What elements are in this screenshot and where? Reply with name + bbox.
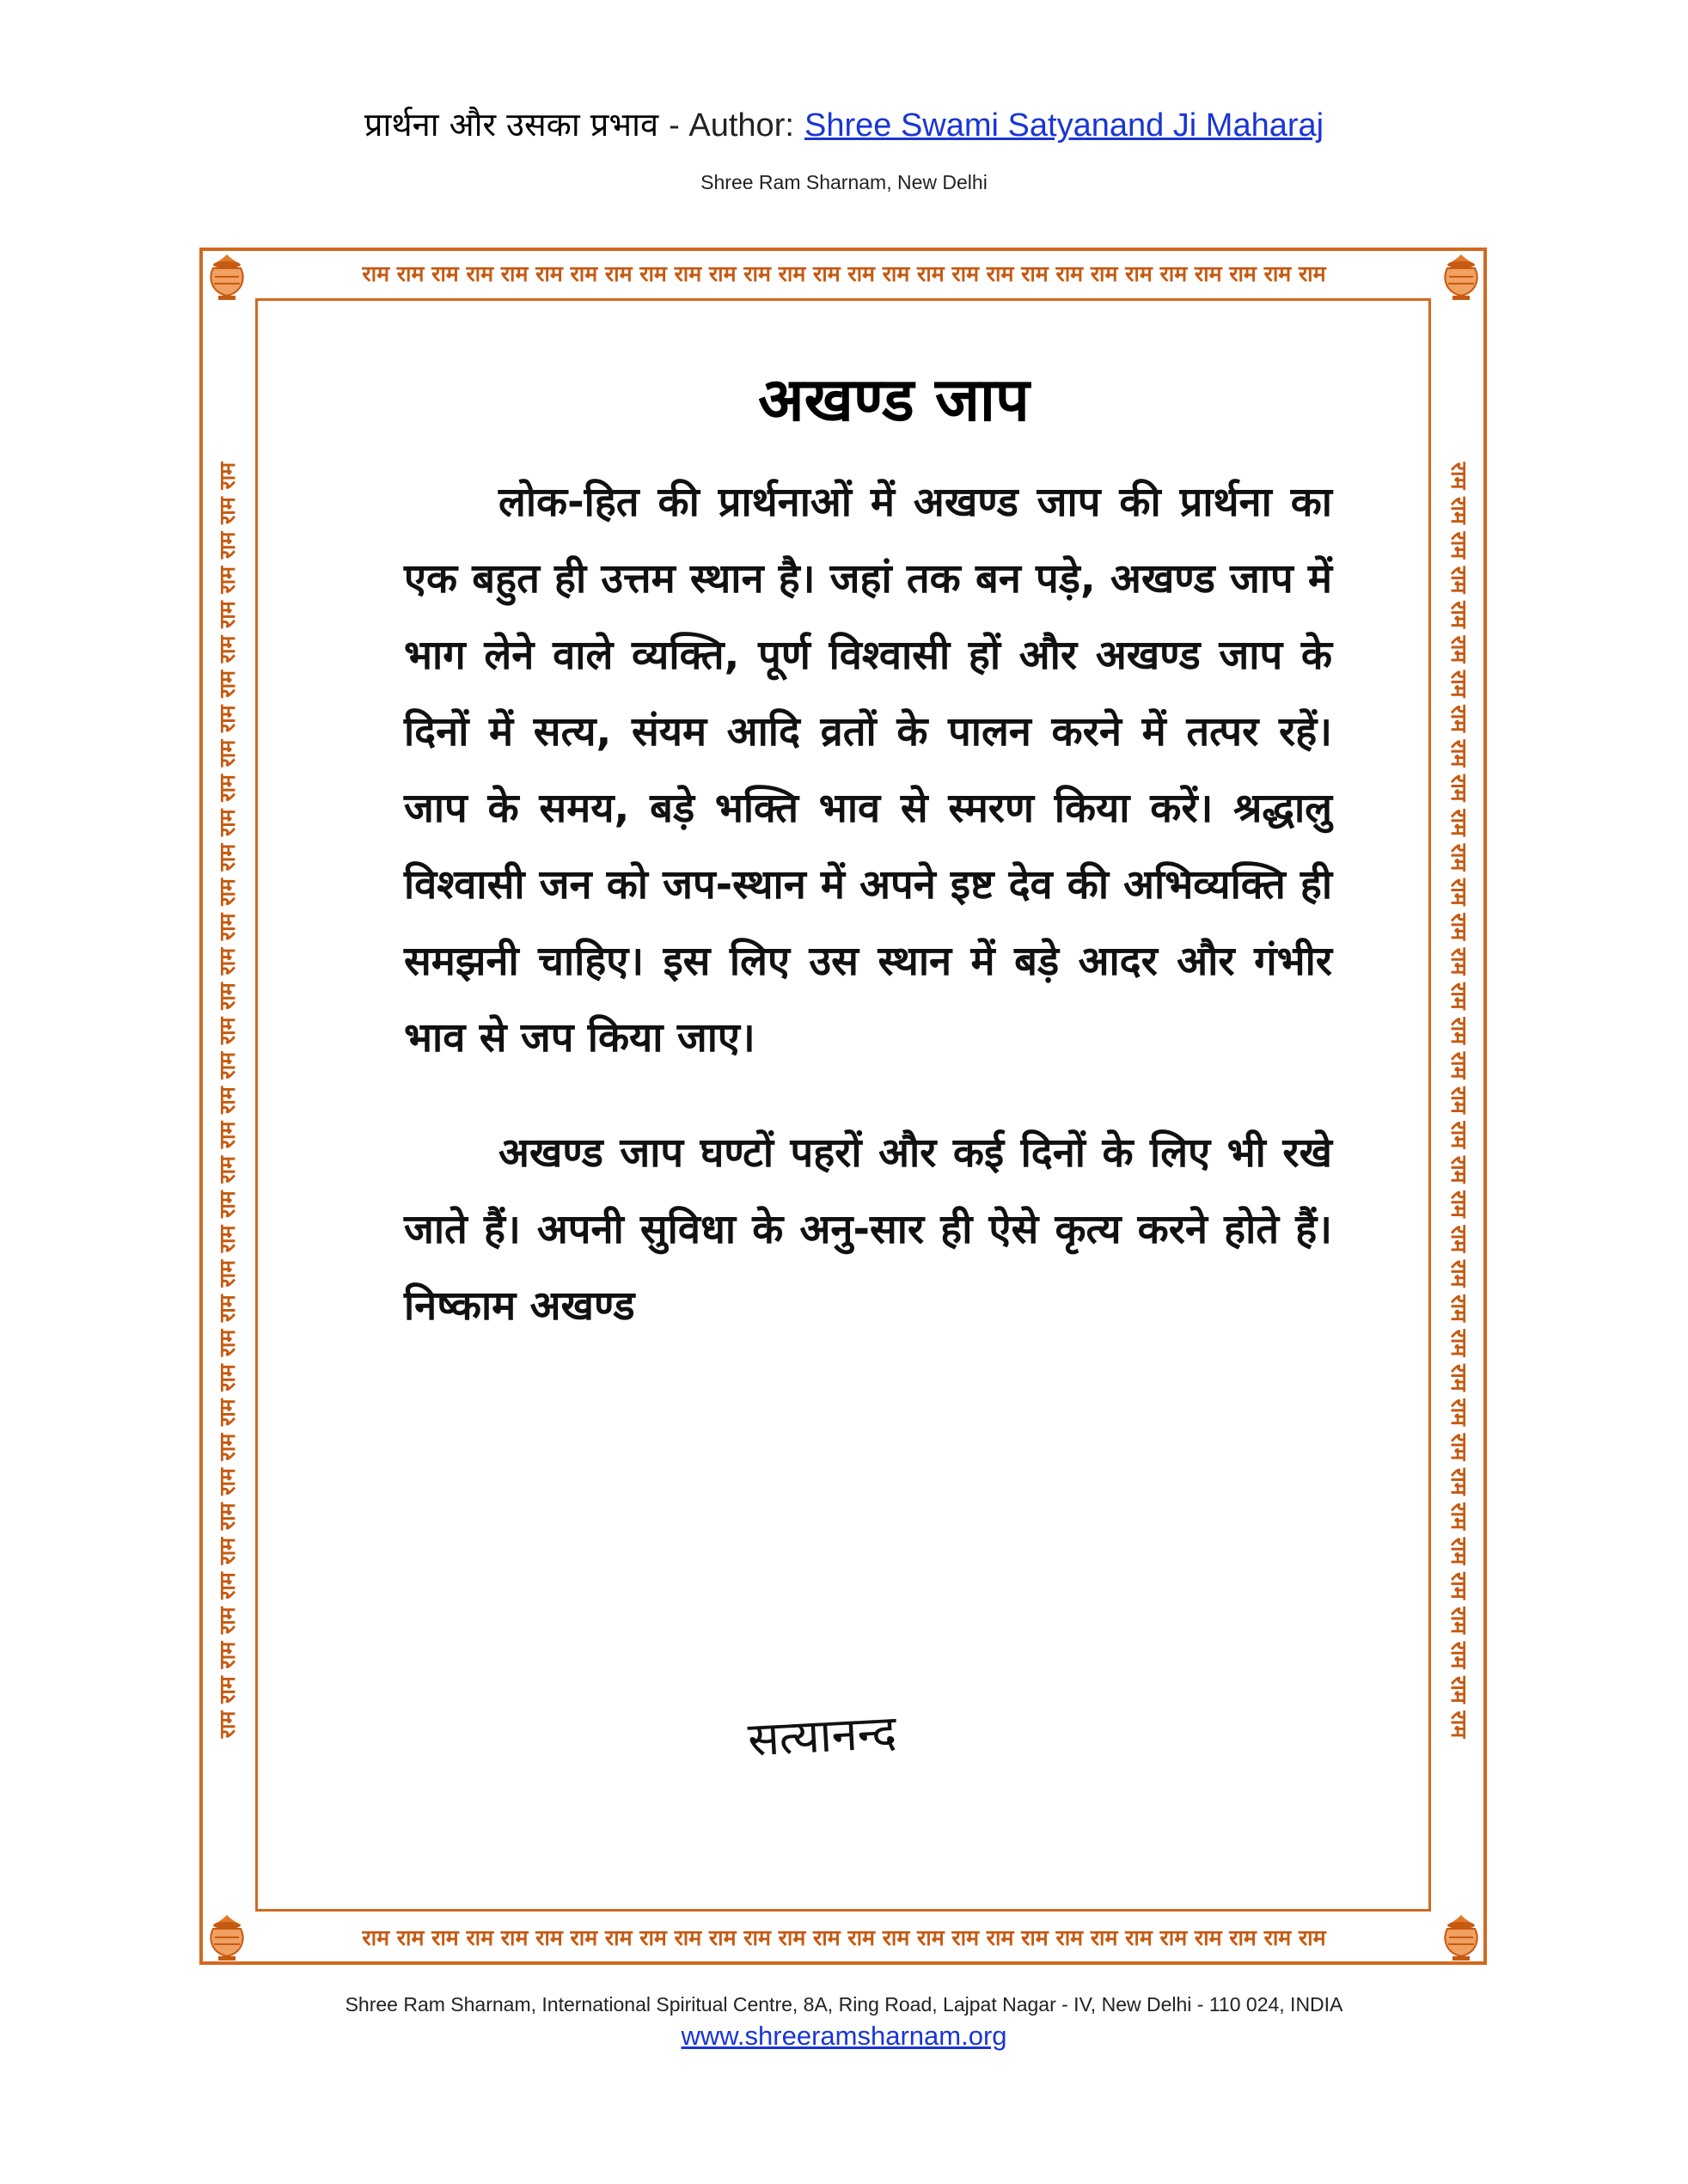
border-ram-top: राम राम राम राम राम राम राम राम राम राम राम राम राम राम राम राम राम राम राम राम राम राम राम राम राम राम राम राम xyxy=(362,261,1326,286)
paragraph-1: लोक-हित की प्रार्थनाओं में अखण्ड जाप की प्रार्थना का एक बहुत ही उत्तम स्थान है। जहां तक बन पड़े, अखण्ड जाप में भाग लेने वाले व्यक्ति, पूर्ण विश्वासी हों और अखण्ड जाप के दिनों में सत्य, संयम आदि व्रतों के पालन करने में तत्पर रहें। जाप के समय, बड़े भक्ति भाव से स्मरण किया करें। श्रद्धालु विश्वासी जन को जप-स्थान में अपने इष्ट देव की अभिव्यक्ति ही समझनी चाहिए। इस लिए उस स्थान में बड़े आदर और गंभीर भाव से जप किया जाए। xyxy=(404,479,1332,1061)
footer-address: Shree Ram Sharnam, International Spiritual Centre, 8A, Ring Road, Lajpat Nagar - IV, New Delhi - 110 024, INDIA xyxy=(345,1993,1343,2016)
border-ram-left-text: राम राम राम राम राम राम राम राम राम राम राम राम राम राम राम राम राम राम राम राम राम राम राम राम राम राम राम राम राम राम राम राम राम राम राम राम राम xyxy=(215,462,240,1739)
page-header xyxy=(0,103,1688,194)
kalash-icon xyxy=(203,1912,251,1963)
page-footer xyxy=(0,1990,1688,2053)
paragraph-2: अखण्ड जाप घण्टों पहरों और कई दिनों के लिए भी रखे जाते हैं। अपनी सुविधा के अनु-सार ही ऐसे कृत्य करने होते हैं। निष्काम अखण्ड xyxy=(404,1129,1332,1330)
author-label: - Author: xyxy=(669,107,794,144)
border-ram-left xyxy=(206,327,249,1874)
page-heading: अखण्ड जाप xyxy=(758,364,1030,435)
kalash-icon xyxy=(203,251,251,303)
footer-url-link[interactable]: www.shreeramsharnam.org xyxy=(681,2021,1007,2051)
border-ram-right xyxy=(1437,327,1480,1874)
document-title: प्रार्थना और उसका प्रभाव xyxy=(364,106,659,144)
kalash-icon xyxy=(1437,251,1485,303)
signature: सत्यानन्द xyxy=(746,1704,898,1767)
kalash-icon xyxy=(1437,1912,1485,1963)
page-body xyxy=(404,361,1332,1344)
title-line xyxy=(0,103,1688,147)
author-link[interactable]: Shree Swami Satyanand Ji Maharaj xyxy=(804,107,1324,144)
border-ram-bottom: राम राम राम राम राम राम राम राम राम राम राम राम राम राम राम राम राम राम राम राम राम राम राम राम राम राम राम राम xyxy=(362,1925,1326,1950)
subtitle: Shree Ram Sharnam, New Delhi xyxy=(700,171,988,193)
border-ram-right-text: राम राम राम राम राम राम राम राम राम राम राम राम राम राम राम राम राम राम राम राम राम राम राम राम राम राम राम राम राम राम राम राम राम राम राम राम राम xyxy=(1446,462,1471,1739)
